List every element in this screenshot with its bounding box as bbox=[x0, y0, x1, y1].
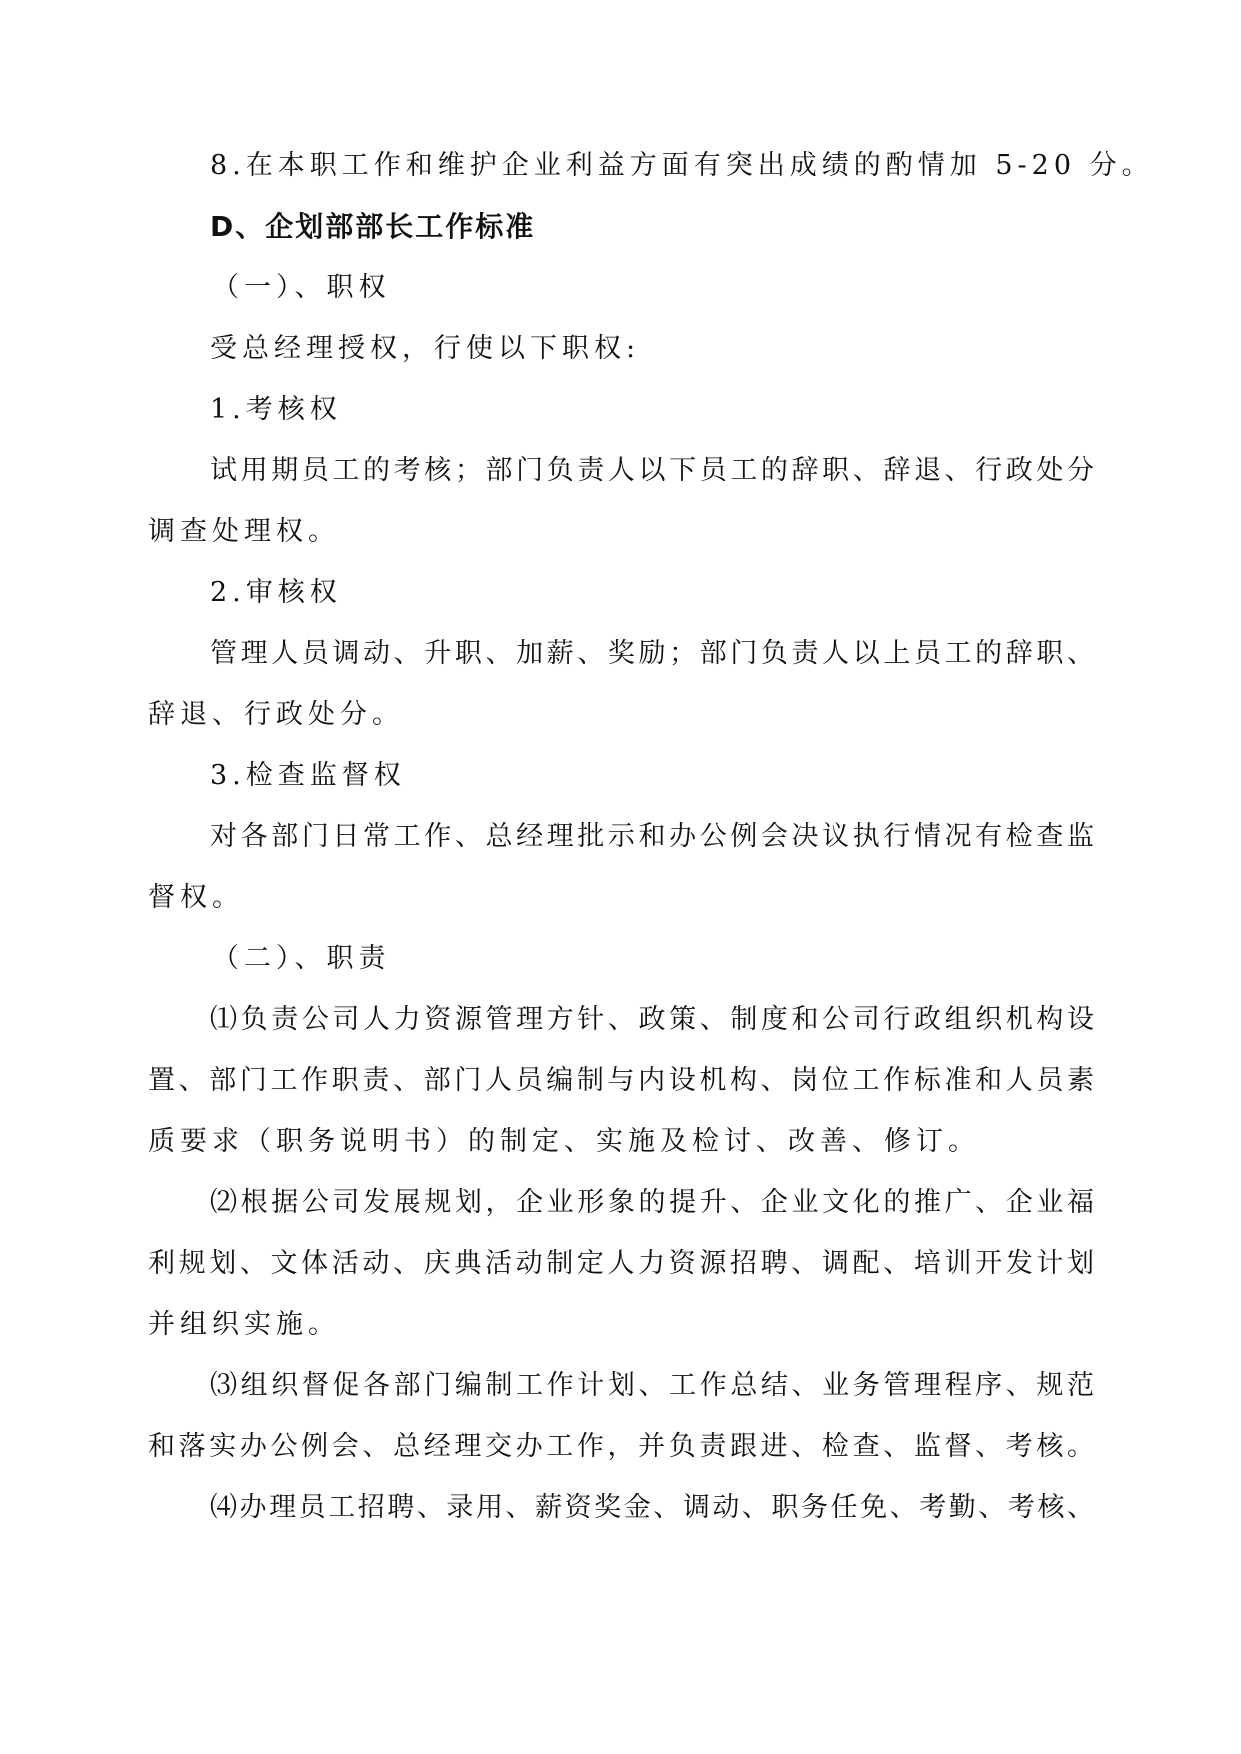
section-heading: D、企划部部长工作标准 bbox=[210, 210, 536, 243]
paragraph-line: 置、部门工作职责、部门人员编制与内设机构、岗位工作标准和人员素 bbox=[148, 1065, 1094, 1096]
paragraph-line: ⑶组织督促各部门编制工作计划、工作总结、业务管理程序、规范 bbox=[210, 1370, 1094, 1401]
paragraph-line: 辞退、行政处分。 bbox=[148, 699, 404, 730]
paragraph-line: 调查处理权。 bbox=[148, 516, 340, 547]
item-heading-review: 2.审核权 bbox=[210, 577, 342, 608]
paragraph-line: 利规划、文体活动、庆典活动制定人力资源招聘、调配、培训开发计划 bbox=[148, 1248, 1094, 1279]
paragraph-line: 和落实办公例会、总经理交办工作，并负责跟进、检查、监督、考核。 bbox=[148, 1431, 1094, 1462]
paragraph-line: 管理人员调动、升职、加薪、奖励；部门负责人以上员工的辞职、 bbox=[210, 638, 1094, 669]
paragraph-item-8: 8.在本职工作和维护企业利益方面有突出成绩的酌情加 5-20 分。 bbox=[210, 150, 1154, 181]
paragraph-line: 试用期员工的考核；部门负责人以下员工的辞职、辞退、行政处分 bbox=[210, 455, 1094, 486]
paragraph-line: 对各部门日常工作、总经理批示和办公例会决议执行情况有检查监 bbox=[210, 821, 1094, 852]
paragraph-line: 并组织实施。 bbox=[148, 1309, 340, 1340]
paragraph-line: ⑷办理员工招聘、录用、薪资奖金、调动、职务任免、考勤、考核、 bbox=[210, 1492, 1094, 1523]
subsection-heading-duties: （二）、职责 bbox=[212, 943, 391, 974]
item-heading-supervision: 3.检查监督权 bbox=[210, 760, 406, 791]
paragraph-line: ⑵根据公司发展规划，企业形象的提升、企业文化的推广、企业福 bbox=[210, 1187, 1094, 1218]
paragraph-line: 督权。 bbox=[148, 882, 244, 913]
subsection-heading-authority: （一）、职权 bbox=[212, 272, 391, 303]
paragraph-line: 质要求（职务说明书）的制定、实施及检讨、改善、修订。 bbox=[148, 1126, 980, 1157]
paragraph-intro: 受总经理授权，行使以下职权: bbox=[210, 333, 641, 364]
item-heading-assessment: 1.考核权 bbox=[210, 394, 342, 425]
paragraph-line: ⑴负责公司人力资源管理方针、政策、制度和公司行政组织机构设 bbox=[210, 1004, 1094, 1035]
